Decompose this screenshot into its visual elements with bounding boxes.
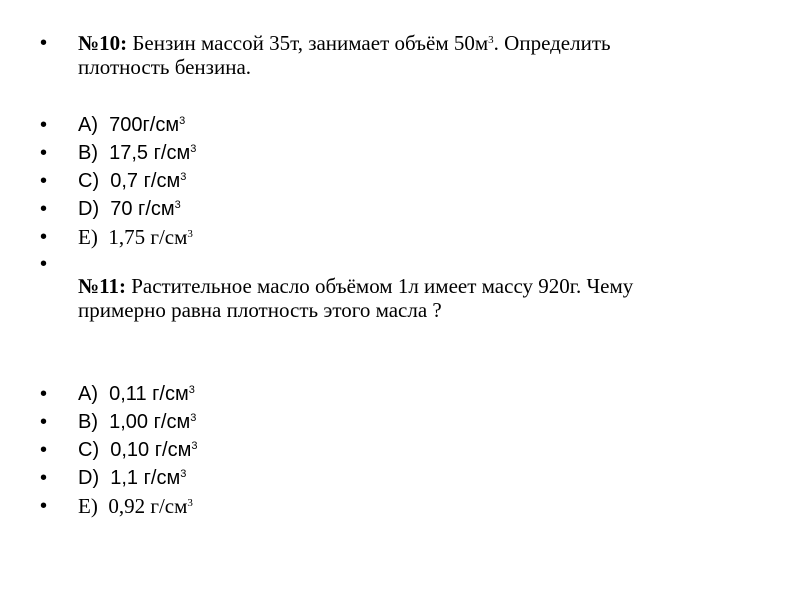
option-letter: С) (78, 439, 100, 461)
option-text (78, 169, 186, 193)
option-letter: E) (78, 225, 98, 249)
q10-text (78, 31, 611, 55)
option-text (78, 494, 193, 518)
option-text (78, 410, 196, 434)
q11-text-a: Растительное масло объёмом 1л имеет массу 920г. Чему (125, 274, 634, 298)
q10-sup: 3 (488, 34, 494, 46)
bullet: • (40, 383, 48, 405)
option-superscript: 3 (187, 497, 193, 509)
option-letter: С) (78, 170, 100, 192)
option-text (78, 113, 185, 137)
option-letter: D) (78, 467, 100, 489)
bullet: • (40, 198, 48, 220)
option-letter: В) (78, 411, 98, 433)
option-text (78, 197, 181, 221)
option-superscript: 3 (180, 468, 187, 480)
option-value: 17,5 г/см (109, 142, 191, 164)
option-letter: В) (78, 142, 98, 164)
q11-text-line2: примерно равна плотность этого масла ? (78, 298, 442, 322)
option-text (78, 141, 196, 165)
bullet: • (40, 226, 48, 248)
option-value: 1,00 г/см (109, 411, 191, 433)
option-text (78, 438, 197, 462)
option-value: 1,1 г/см (110, 467, 181, 489)
bullet: • (40, 32, 48, 54)
option-value: 70 г/см (110, 198, 175, 220)
option-value: 0,92 г/см (108, 494, 188, 518)
option-value: 0,11 г/см (109, 383, 189, 405)
option-superscript: 3 (187, 228, 193, 240)
option-superscript: 3 (180, 171, 187, 183)
option-superscript: 3 (191, 440, 198, 452)
option-letter: А) (78, 383, 98, 405)
bullet: • (40, 439, 48, 461)
bullet: • (40, 253, 48, 275)
bullet: • (40, 142, 48, 164)
option-superscript: 3 (188, 384, 195, 396)
q11-number: №11: (78, 274, 126, 298)
q10-number: №10: (78, 31, 128, 55)
option-value: 1,75 г/см (108, 225, 188, 249)
option-value: 700г/см (109, 114, 180, 136)
bullet: • (40, 170, 48, 192)
option-text (78, 466, 186, 490)
option-letter: E) (78, 494, 98, 518)
q11-text (78, 274, 633, 298)
option-value: 0,10 г/см (110, 439, 192, 461)
option-superscript: 3 (190, 143, 197, 155)
option-superscript: 3 (179, 115, 186, 127)
option-text (78, 225, 193, 249)
q10-text-b: . Определить (493, 31, 611, 55)
q10-text-line2: плотность бензина. (78, 55, 252, 79)
option-superscript: 3 (174, 199, 181, 211)
option-superscript: 3 (190, 412, 197, 424)
option-letter: А) (78, 114, 98, 136)
bullet: • (40, 467, 48, 489)
bullet: • (40, 495, 48, 517)
q10-text-a: Бензин массой 35т, занимает объём 50м (127, 31, 489, 55)
bullet: • (40, 411, 48, 433)
option-letter: D) (78, 198, 100, 220)
option-value: 0,7 г/см (110, 170, 181, 192)
option-text (78, 382, 195, 406)
bullet: • (40, 114, 48, 136)
